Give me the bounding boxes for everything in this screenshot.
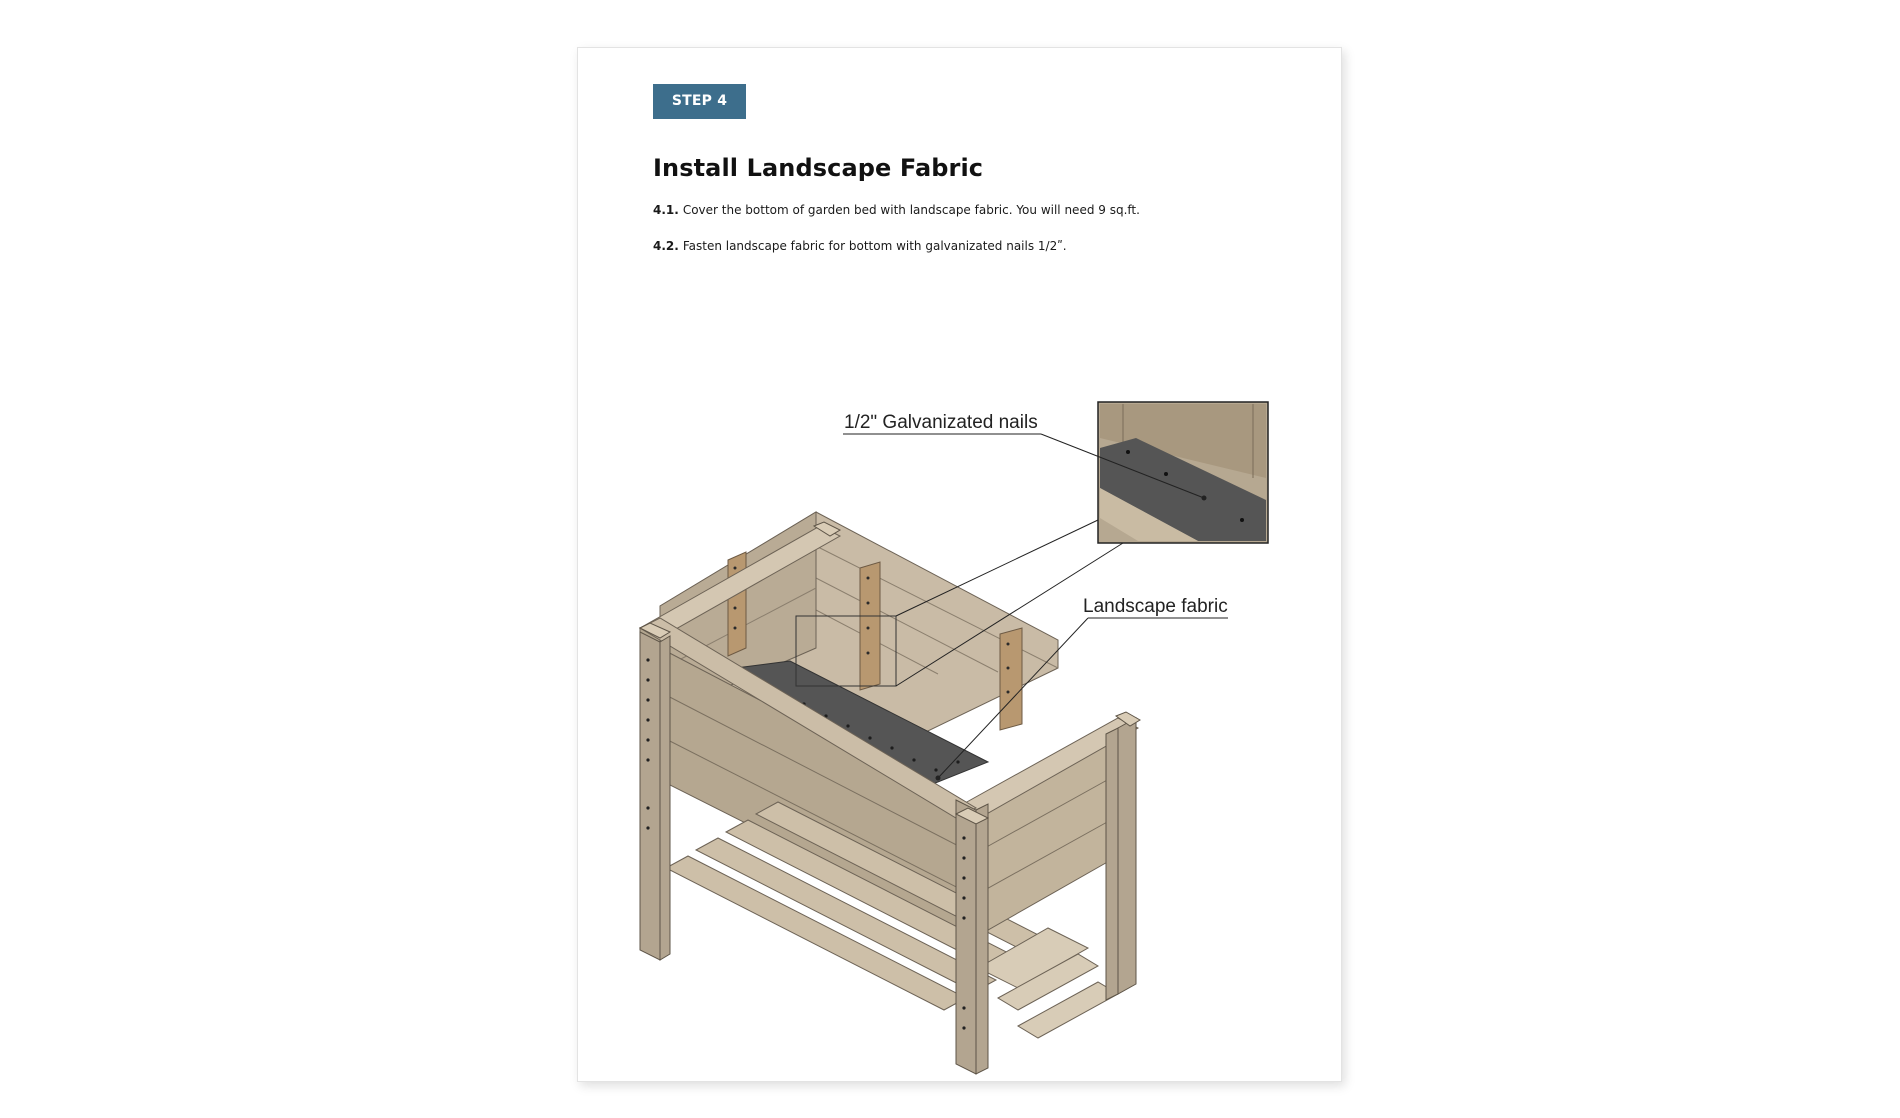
fabric-callout-label: Landscape fabric xyxy=(1083,596,1228,617)
nails-detail-inset xyxy=(1098,402,1268,543)
instruction-page xyxy=(577,47,1342,1082)
instruction-text: Cover the bottom of garden bed with landscape fabric. You will need 9 sq.ft. xyxy=(682,203,1140,217)
instruction-number: 4.2. xyxy=(653,239,679,253)
page-title: Install Landscape Fabric xyxy=(653,154,984,182)
instruction-text: Fasten landscape fabric for bottom with galvanizated nails 1/2ʺ. xyxy=(682,239,1067,253)
raised-garden-bed-drawing xyxy=(640,512,1140,1074)
garden-bed-illustration xyxy=(578,48,1341,1081)
nails-callout-label: 1/2ʺ Galvanizated nails xyxy=(844,412,1038,433)
step-badge: STEP 4 xyxy=(653,84,746,119)
instruction-number: 4.1. xyxy=(653,203,679,217)
